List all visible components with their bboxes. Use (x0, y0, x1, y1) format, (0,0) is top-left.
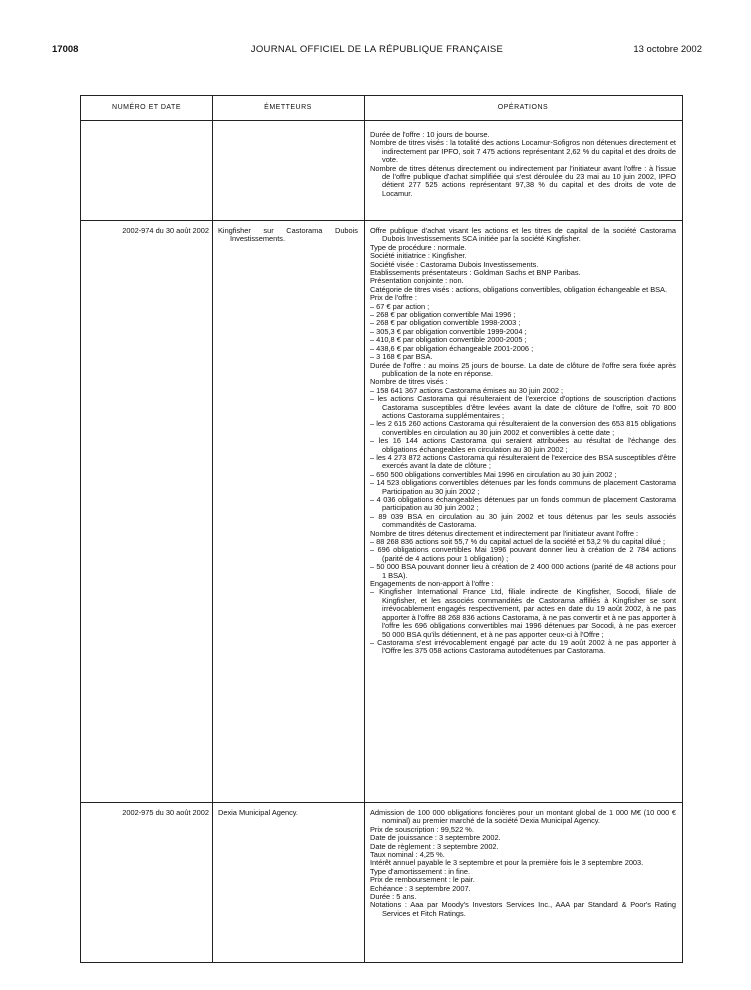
operations-line: Catégorie de titres visés : actions, obligations convertibles, obligation échangeable et BSA. (370, 284, 668, 294)
operations-line: Offre publique d'achat visant les actions et les titres de capital de la société Castorama Dubois Investissements SCA initiée par la société Kingfisher. (370, 226, 676, 244)
operations-line: – 438,6 € par obligation échangeable 2001-2006 ; (370, 343, 534, 353)
row-divider (81, 220, 682, 221)
operations-line: Notations : Aaa par Moody's Investors Services Inc., AAA par Standard & Poor's Rating Services et Fitch Ratings. (370, 900, 676, 918)
operations-line: – 89 039 BSA en circulation au 30 juin 2002 et tous détenus par les seuls associés commandités de Castorama. (370, 511, 676, 530)
operations-table (80, 95, 683, 963)
operations-line: – 305,3 € par obligation convertible 1999-2004 ; (370, 326, 527, 336)
operations-line: – 14 523 obligations convertibles détenues par les fonds communs de placement Castorama Participation au 30 juin 2002 ; (370, 478, 676, 496)
operations-line: – Castorama s'est irrévocablement engagé par acte du 19 août 2002 à ne pas apporter à l'Offre les 375 058 actions Castorama autodétenues par Castorama. (370, 637, 676, 656)
operations-line: Nombre de titres détenus directement ou indirectement par l'initiateur avant l'offre : à l'issue de l'offre publique d'achat simplifiée qui s'est déroulée du 23 mai au 10 juin 2002, IPFO détient 277 525 actions représentant 97,38 % du capital et des droits de vote de Locamur. (370, 163, 676, 198)
operations-line: Etablissements présentateurs : Goldman Sachs et BNP Paribas. (370, 268, 581, 278)
operations-line: – 268 € par obligation convertible 1998-2003 ; (370, 318, 521, 328)
operations-line: Société visée : Castorama Dubois Investissements. (370, 259, 539, 269)
operations-line: Durée de l'offre : au moins 25 jours de bourse. La date de clôture de l'offre sera fixée après publication de la note en réponse. (370, 360, 676, 378)
operations-line: – les 16 144 actions Castorama qui seraient attribuées au résultat de l'échange des obligations échangeables en circulation au 30 juin 2002 ; (370, 436, 676, 454)
column-divider (364, 96, 365, 962)
operations-line: – 50 000 BSA pouvant donner lieu à création de 2 400 000 actions (parité de 48 actions pour 1 BSA). (370, 562, 676, 580)
operations-line: Durée de l'offre : 10 jours de bourse. (370, 130, 490, 139)
operations-line: Type d'amortissement : in fine. (370, 866, 470, 876)
operations-line: Présentation conjointe : non. (370, 276, 464, 286)
operations-cell (370, 809, 676, 918)
operations-cell (370, 227, 676, 656)
operations-line: – 268 € par obligation convertible Mai 1996 ; (370, 310, 516, 320)
operations-line: – 410,8 € par obligation convertible 2000-2005 ; (370, 335, 527, 345)
numero-cell: 2002-975 du 30 août 2002 (122, 808, 209, 817)
page-number: 17008 (52, 44, 79, 55)
operations-line: Prix de souscription : 99,522 %. (370, 824, 474, 834)
operations-line: – 650 500 obligations convertibles Mai 1996 en circulation au 30 juin 2002 ; (370, 469, 617, 479)
operations-line: Nombre de titres détenus directement et indirectement par l'initiateur avant l'offre : (370, 528, 639, 538)
column-header-numero: NUMÉRO ET DATE (112, 104, 181, 111)
operations-line: Echéance : 3 septembre 2007. (370, 883, 471, 893)
operations-cell (370, 131, 676, 198)
operations-line: Date de jouissance : 3 septembre 2002. (370, 833, 501, 843)
operations-line: Intérêt annuel payable le 3 septembre et pour la première fois le 3 septembre 2003. (370, 858, 644, 868)
operations-line: – 3 168 € par BSA. (370, 352, 433, 362)
emetteur-text: Kingfisher sur Castorama Dubois Investissements. (218, 226, 358, 244)
journal-title: JOURNAL OFFICIEL DE LA RÉPUBLIQUE FRANÇAISE (250, 44, 504, 55)
operations-line: – les 2 615 260 actions Castorama qui résulteraient de la conversion des 653 815 obligations convertibles en circulation au 30 juin 2002 et convertibles à cette date ; (370, 419, 676, 437)
row-divider (81, 802, 682, 803)
emetteur-text: Dexia Municipal Agency. (218, 808, 298, 817)
column-header-operations: OPÉRATIONS (497, 104, 549, 111)
operations-line: Engagements de non-apport à l'offre : (370, 579, 494, 589)
page-header (52, 44, 702, 58)
operations-line: – 696 obligations convertibles Mai 1996 pouvant donner lieu à création de 2 784 actions (parité de 4 actions pour 1 obligation) ; (370, 545, 676, 563)
operations-line: – 4 036 obligations échangeables détenues par un fonds commun de placement Castorama participation au 30 juin 2002 ; (370, 495, 676, 513)
column-header-emetteurs: ÉMETTEURS (264, 104, 312, 111)
operations-line: Durée : 5 ans. (370, 892, 417, 902)
operations-line: Date de règlement : 3 septembre 2002. (370, 841, 499, 851)
column-divider (212, 96, 213, 962)
operations-line: Type de procédure : normale. (370, 242, 467, 252)
operations-line: – les actions Castorama qui résulteraient de l'exercice d'options de souscription d'actions Castorama susceptibles d'être levées avant la date de clôture de l'offre, soit 70 800 actions Castorama supplémentaires ; (370, 394, 676, 420)
operations-line: Prix de l'offre : (370, 293, 417, 303)
emetteur-cell (218, 809, 358, 817)
operations-line: – les 4 273 872 actions Castorama qui résulteraient de l'exercice des BSA susceptibles d'être exercés avant la date de clôture ; (370, 452, 676, 471)
operations-line: Prix de remboursement : le pair. (370, 875, 475, 885)
operations-line: – Kingfisher International France Ltd, filiale indirecte de Kingfisher, Socodi, filiale de Kingfisher, et les associés commandités de Castorama affiliés à Kingfisher se sont irrévocablement engagés respectivement, par actes en date du 19 août 2002, à ne pas apporter à l'offre 88 268 836 actions Castorama, à ne pas convertir et à ne pas apporter à l'offre les 696 obligations convertibles mai 1996 détenues par Socodi, à ne pas exercer 50 000 BSA qu'ils détiennent, et à ne pas apporter ceux-ci à l'Offre ; (370, 587, 676, 639)
operations-line: Société initiatrice : Kingfisher. (370, 251, 467, 261)
operations-line: – 88 268 836 actions soit 55,7 % du capital actuel de la société et 53,2 % du capital dilué ; (370, 537, 666, 547)
header-divider (81, 120, 682, 121)
operations-line: Nombre de titres visés : la totalité des actions Locamur-Sofigros non détenues directement et indirectement par IPFO, soit 7 475 actions représentant 2,62 % du capital et des droits de vote. (370, 138, 676, 165)
numero-cell: 2002-974 du 30 août 2002 (122, 226, 209, 235)
operations-line: – 158 641 367 actions Castorama émises au 30 juin 2002 ; (370, 385, 564, 395)
emetteur-cell (218, 227, 358, 244)
operations-line: Taux nominal : 4,25 %. (370, 850, 445, 860)
operations-line: Admission de 100 000 obligations foncières pour un montant global de 1 000 M€ (10 000 € nominal) au premier marché de la société Dexia Municipal Agency. (370, 808, 676, 826)
issue-date: 13 octobre 2002 (633, 44, 702, 55)
operations-line: – 67 € par action ; (370, 301, 430, 311)
operations-line: Nombre de titres visés : (370, 377, 448, 387)
